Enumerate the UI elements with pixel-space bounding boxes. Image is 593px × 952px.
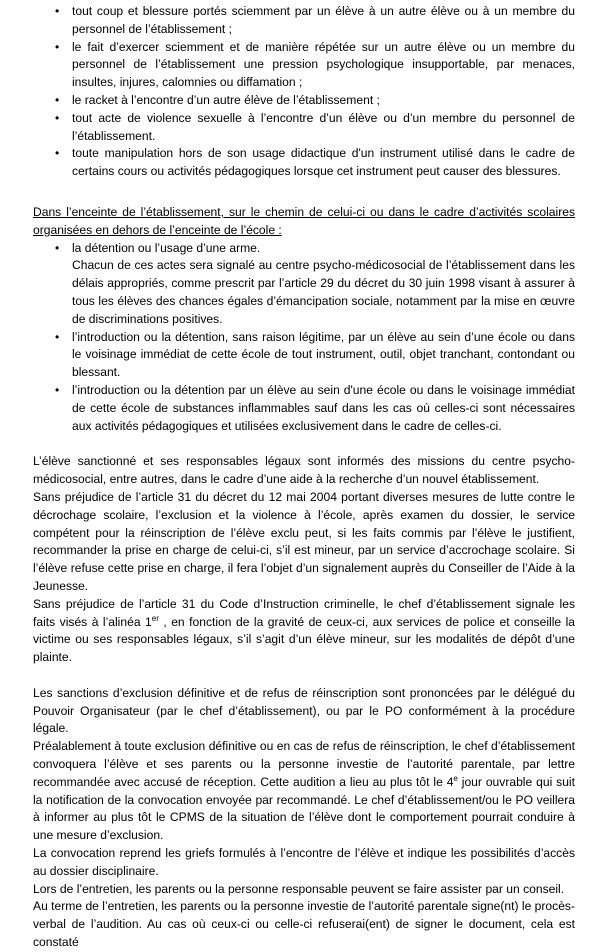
superscript: er: [151, 613, 159, 623]
paragraph-text: Sans préjudice de l’article 31 du Code d’Instruction criminelle, le chef d’établissement signale les faits visés à l’alinéa 1: [33, 596, 575, 629]
paragraph-text: Préalablement à toute exclusion définitive ou en cas de refus de réinscription, le chef d’établissement convoquera l’élève et ses parents ou la personne investie de l’autorité parentale, par lettre recommandée avec accusé de réception. Cette audition a lieu au plus tôt le 4: [33, 739, 575, 789]
paragraph: La convocation reprend les griefs formulés à l’encontre de l’élève et indique les possibilités d’accès au dossier disciplinaire.: [33, 846, 575, 878]
list-item: • tout acte de violence sexuelle à l’encontre d’un élève ou d’un membre du personnel de l’établissement.: [0, 110, 593, 146]
list-item: • le racket à l’encontre d’un autre élève de l’établissement ;: [0, 92, 593, 110]
list-item-note: Chacun de ces actes sera signalé au centre psycho-médicosocial de l’établissement dans les délais appropriés, comme prescrit par l’article 29 du décret du 30 juin 1998 visant à assurer à tous les élèves des chances égales d’émancipation sociale, notamment par la mise en œuvre de discriminations positives.: [72, 258, 575, 326]
paragraph: Lors de l’entretien, les parents ou la personne responsable peuvent se faire assister par un conseil.: [33, 881, 565, 896]
location-offense-list: [0, 240, 593, 436]
superscript: e: [453, 773, 458, 783]
section-heading: Dans l’enceinte de l’établissement, sur le chemin de celui-ci ou dans le cadre d’activités scolaires organisées en dehors de l’enceinte de l’école :: [33, 204, 575, 237]
list-item-text: • l’introduction ou la détention, sans raison légitime, par un élève au sein d’une école ou dans le voisinage immédiat de cette école de tout instrument, outil, objet tranchant, contondant ou blessant.: [72, 329, 575, 380]
list-item-text: • la détention ou l’usage d’une arme.: [72, 240, 261, 255]
list-item: • toute manipulation hors de son usage didactique d'un instrument utilisé dans le cadre de certains cours ou activités pédagogiques lorsque cet instrument peut causer des blessures.: [0, 145, 593, 181]
paragraph-text: jour ouvrable qui suit la notification de la convocation envoyée par recommandé. Le chef d’établissement/ou le PO veillera à informer au plus tôt le CPMS de la situation de l’élève dont le comportement pourrait conduire à une mesure d’exclusion.: [33, 774, 575, 843]
paragraph: Sans préjudice de l’article 31 du décret du 12 mai 2004 portant diverses mesures de lutte contre le décrochage scolaire, l’exclusion et la violence à l’école, après examen du dossier, le service compétent pour la réinscription de l’élève exclu peut, si les faits commis par l’élève le justifient, recommander la prise en charge de celui-ci, s’il est mineur, par un service d’accrochage scolaire. Si l’élève refuse cette prise en charge, il fera l’objet d’un signalement auprès du Conseiller de l’Aide à la Jeunesse.: [33, 489, 575, 593]
list-item: [0, 329, 593, 382]
paragraph: Au terme de l’entretien, les parents ou la personne investie de l’autorité parentale signe(nt) le procès-verbal de l’audition. Au cas où ceux-ci ou celle-ci refuserai(ent) de signer le document, cela est constaté: [33, 899, 575, 950]
list-item-text: • l’introduction ou la détention par un élève au sein d'une école ou dans le voisinage immédiat de cette école de substances inflammables sauf dans les cas où celles-ci sont nécessaires aux activités pédagogiques et utilisées exclusivement dans le cadre de celles-ci.: [72, 382, 575, 433]
paragraph: Les sanctions d’exclusion définitive et de refus de réinscription sont prononcées par le délégué du Pouvoir Organisateur (par le chef d’établissement), ou par le PO conformément à la procédure légale.: [33, 685, 575, 736]
paragraph: [33, 738, 575, 845]
list-item: • tout coup et blessure portés sciemment par un élève à un autre élève ou à un membre du personnel de l’établissement ;: [0, 3, 593, 39]
paragraph: L’élève sanctionné et ses responsables légaux sont informés des missions du centre psycho-médicosocial, entre autres, dans le cadre d’une aide à la recherche d’un nouvel établissement.: [33, 454, 575, 487]
paragraph: [33, 596, 575, 667]
list-item: [0, 240, 593, 329]
offense-list: [0, 3, 593, 181]
list-item: • le fait d’exercer sciemment et de manière répétée sur un autre élève ou un membre du personnel de l’établissement une pression psychologique insupportable, par menaces, insultes, injures, calomnies ou diffamation ;: [0, 39, 593, 92]
list-item: [0, 382, 593, 435]
paragraph-text: , en fonction de la gravité de ceux-ci, aux services de police et conseille la victime ou ses responsables légaux, s’il s’agit d’un élève mineur, sur les modalités de dépôt d’une plainte.: [33, 614, 576, 665]
